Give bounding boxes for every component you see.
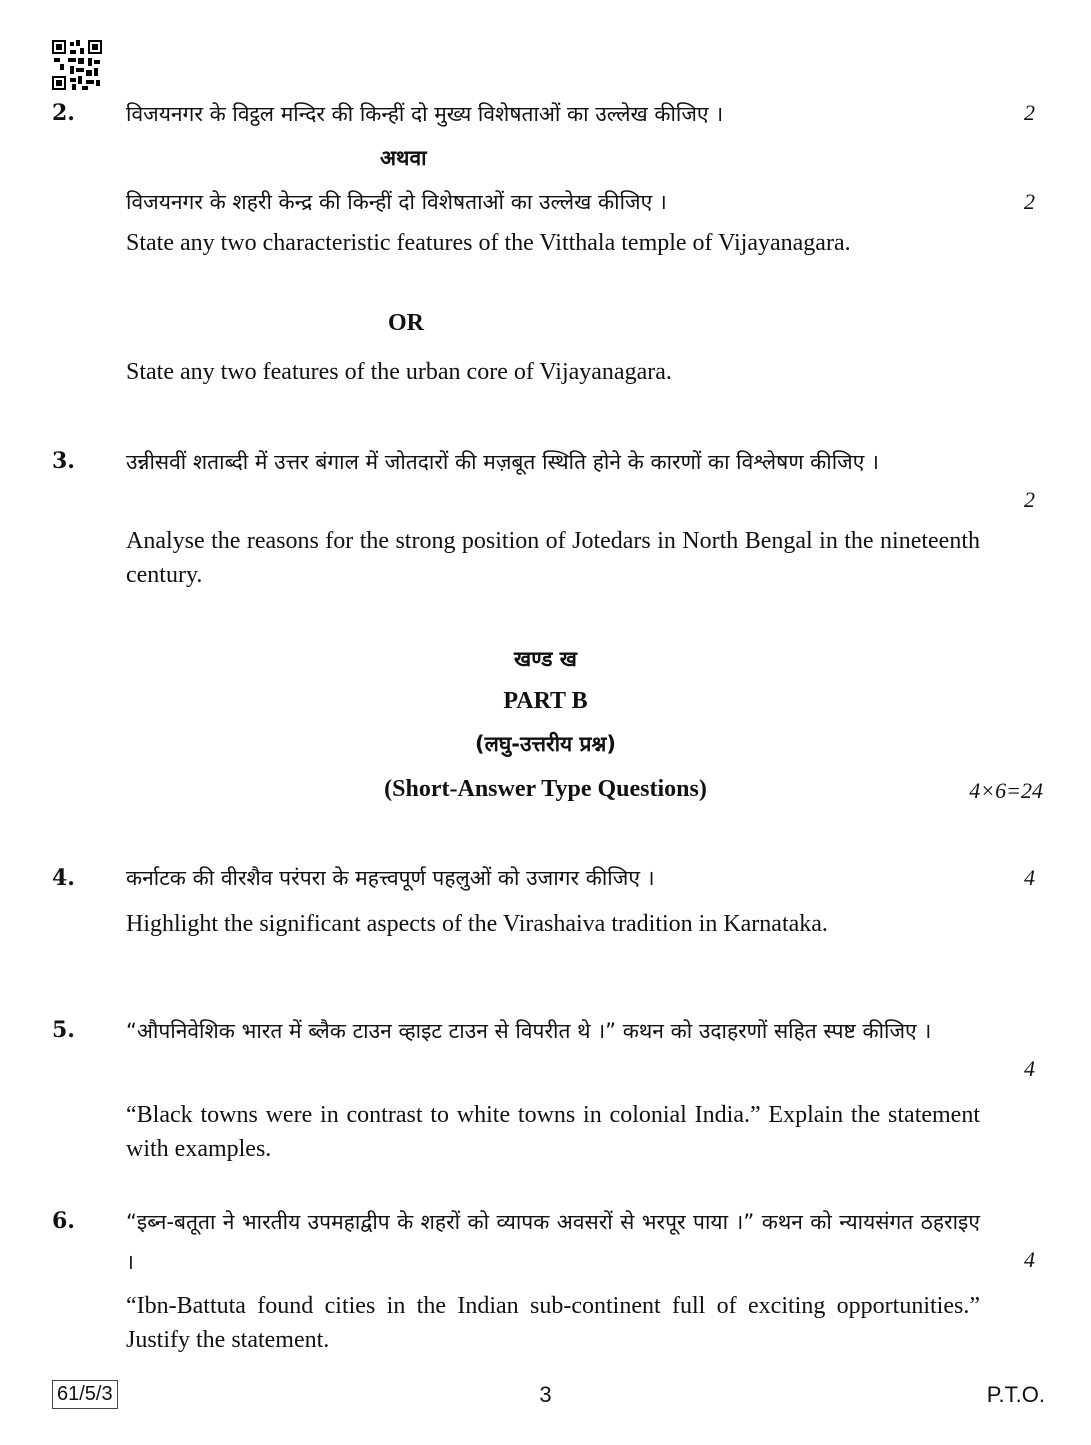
section-type-english: (Short-Answer Type Questions) <box>384 776 707 802</box>
or-english: OR <box>388 310 424 336</box>
please-turn-over: P.T.O. <box>986 1382 1045 1407</box>
question-4-marks: 4 <box>1024 865 1035 890</box>
question-4-english: Highlight the significant aspects of the Virashaiva tradition in Karnataka. <box>126 911 828 937</box>
paper-code: 61/5/3 <box>52 1380 118 1409</box>
question-3-hindi: उन्नीसवीं शताब्दी में उत्तर बंगाल में जोतदारों की मज़बूत स्थिति होने के कारणों का विश्लेषण कीजिए । <box>126 450 880 474</box>
question-6-hindi: “इब्न-बतूता ने भारतीय उपमहाद्वीप के शहरों को व्यापक अवसरों से भरपूर पाया ।” कथन को न्यायसंगत ठहराइए । <box>126 1210 980 1274</box>
qr-code <box>52 40 102 90</box>
question-number-4: 4. <box>52 865 75 891</box>
page-number: 3 <box>539 1382 552 1407</box>
or-hindi: अथवा <box>380 146 427 170</box>
question-2-english: State any two characteristic features of the Vitthala temple of Vijayanagara. <box>126 230 851 256</box>
question-3-english: Analyse the reasons for the strong position of Jotedars in North Bengal in the nineteenth century. <box>126 528 980 588</box>
question-3-marks: 2 <box>1024 487 1035 512</box>
question-2-hindi: विजयनगर के विट्ठल मन्दिर की किन्हीं दो मुख्य विशेषताओं का उल्लेख कीजिए । <box>126 102 724 126</box>
question-6-marks: 4 <box>1024 1247 1035 1272</box>
question-5-hindi: “औपनिवेशिक भारत में ब्लैक टाउन व्हाइट टाउन से विपरीत थे ।” कथन को उदाहरणों सहित स्पष्ट कीजिए । <box>126 1019 932 1043</box>
section-type-hindi: (लघु-उत्तरीय प्रश्न) <box>475 732 616 756</box>
question-5-marks: 4 <box>1024 1056 1035 1081</box>
question-2-alt-english: State any two features of the urban core of Vijayanagara. <box>126 359 672 385</box>
question-number-2: 2. <box>52 100 75 126</box>
question-number-5: 5. <box>52 1017 75 1043</box>
question-4-hindi: कर्नाटक की वीरशैव परंपरा के महत्त्वपूर्ण पहलुओं को उजागर कीजिए । <box>126 866 655 890</box>
section-title-hindi: खण्ड ख <box>514 647 577 671</box>
question-number-3: 3. <box>52 448 75 474</box>
question-2-marks: 2 <box>1024 100 1035 125</box>
question-2-alt-hindi: विजयनगर के शहरी केन्द्र की किन्हीं दो विशेषताओं का उल्लेख कीजिए । <box>126 190 667 214</box>
question-5-english: “Black towns were in contrast to white towns in colonial India.” Explain the statement with examples. <box>126 1102 980 1162</box>
section-title-english: PART B <box>503 688 588 714</box>
question-number-6: 6. <box>52 1208 75 1234</box>
question-2-alt-marks: 2 <box>1024 189 1035 214</box>
question-6-english: “Ibn-Battuta found cities in the Indian sub-continent full of exciting opportunities.” Justify the statement. <box>126 1293 980 1353</box>
section-marks: 4×6=24 <box>969 778 1043 803</box>
